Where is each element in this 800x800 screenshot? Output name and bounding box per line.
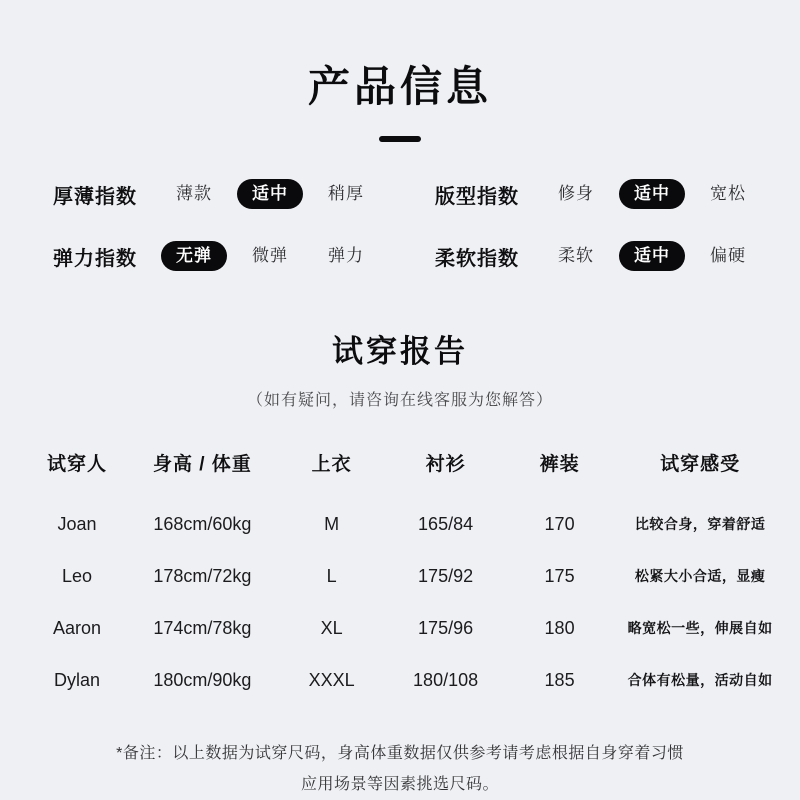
cell-height-weight: 168cm/60kg — [153, 513, 252, 534]
fitting-report-subtitle: （如有疑问，请咨询在线客服为您解答） — [246, 392, 553, 409]
option-thin: 薄款 — [176, 184, 212, 203]
option-no-stretch-selected: 无弹 — [161, 241, 227, 271]
fitting-report-title: 试穿报告 — [332, 334, 468, 369]
option-stretch: 弹力 — [328, 246, 364, 265]
cell-height-weight: 180cm/90kg — [153, 669, 252, 690]
option-slim: 修身 — [558, 184, 594, 203]
cell-feel: 略宽松一些，伸展自如 — [627, 620, 773, 636]
footnote — [0, 738, 800, 800]
page-title: 产品信息 — [307, 63, 492, 110]
option-hard: 偏硬 — [710, 246, 746, 265]
cell-height-weight: 178cm/72kg — [153, 565, 252, 586]
option-thick: 稍厚 — [328, 184, 364, 203]
footnote-line-1: *备注：以上数据为试穿尺码，身高体重数据仅供参考请考虑根据自身穿着习惯 — [116, 745, 684, 762]
index-options — [161, 241, 379, 271]
index-elasticity — [53, 232, 435, 280]
cell-pants-size: 180 — [544, 617, 575, 638]
col-header-tester: 试穿人 — [46, 453, 107, 475]
cell-shirt-size: 180/108 — [413, 669, 479, 690]
option-medium-selected: 适中 — [237, 179, 303, 209]
index-options — [543, 241, 761, 271]
option-regular-selected: 适中 — [619, 179, 685, 209]
cell-tester: Joan — [57, 513, 97, 534]
cell-top-size: XXXL — [308, 669, 355, 690]
cell-feel: 合体有松量，活动自如 — [627, 672, 773, 688]
col-header-pants: 裤装 — [539, 453, 580, 475]
col-header-shirt: 衬衫 — [425, 453, 466, 475]
index-label: 厚薄指数 — [53, 185, 137, 208]
col-header-top: 上衣 — [311, 453, 352, 475]
product-index-grid — [0, 170, 800, 280]
index-options — [161, 179, 379, 209]
cell-shirt-size: 175/96 — [418, 617, 474, 638]
cell-pants-size: 170 — [544, 513, 575, 534]
cell-top-size: L — [326, 565, 337, 586]
cell-feel: 松紧大小合适，显瘦 — [634, 568, 766, 584]
option-loose: 宽松 — [710, 184, 746, 203]
table-row — [20, 498, 780, 550]
cell-pants-size: 185 — [544, 669, 575, 690]
index-options — [543, 179, 761, 209]
index-softness — [435, 232, 800, 280]
option-medium-selected: 适中 — [619, 241, 685, 271]
cell-top-size: XL — [320, 617, 343, 638]
index-label: 弹力指数 — [53, 247, 137, 270]
cell-height-weight: 174cm/78kg — [153, 617, 252, 638]
table-header-row — [20, 444, 780, 480]
cell-pants-size: 175 — [544, 565, 575, 586]
cell-tester: Leo — [61, 565, 93, 586]
cell-top-size: M — [324, 513, 340, 534]
cell-tester: Dylan — [53, 669, 101, 690]
title-divider-dash — [379, 136, 421, 142]
index-thickness — [53, 170, 435, 218]
option-slight-stretch: 微弹 — [252, 246, 288, 265]
table-row — [20, 654, 780, 706]
index-fit — [435, 170, 800, 218]
option-soft: 柔软 — [558, 246, 594, 265]
table-row — [20, 602, 780, 654]
col-header-height-weight: 身高 / 体重 — [152, 453, 252, 475]
table-row — [20, 550, 780, 602]
cell-feel: 比较合身，穿着舒适 — [634, 516, 766, 532]
footnote-line-2: 应用场景等因素挑选尺码。 — [300, 776, 499, 793]
fitting-report-table — [0, 444, 800, 706]
col-header-feel: 试穿感受 — [660, 453, 741, 475]
cell-shirt-size: 165/84 — [418, 513, 474, 534]
cell-shirt-size: 175/92 — [418, 565, 474, 586]
cell-tester: Aaron — [52, 617, 102, 638]
index-label: 柔软指数 — [435, 247, 519, 270]
index-label: 版型指数 — [435, 185, 519, 208]
